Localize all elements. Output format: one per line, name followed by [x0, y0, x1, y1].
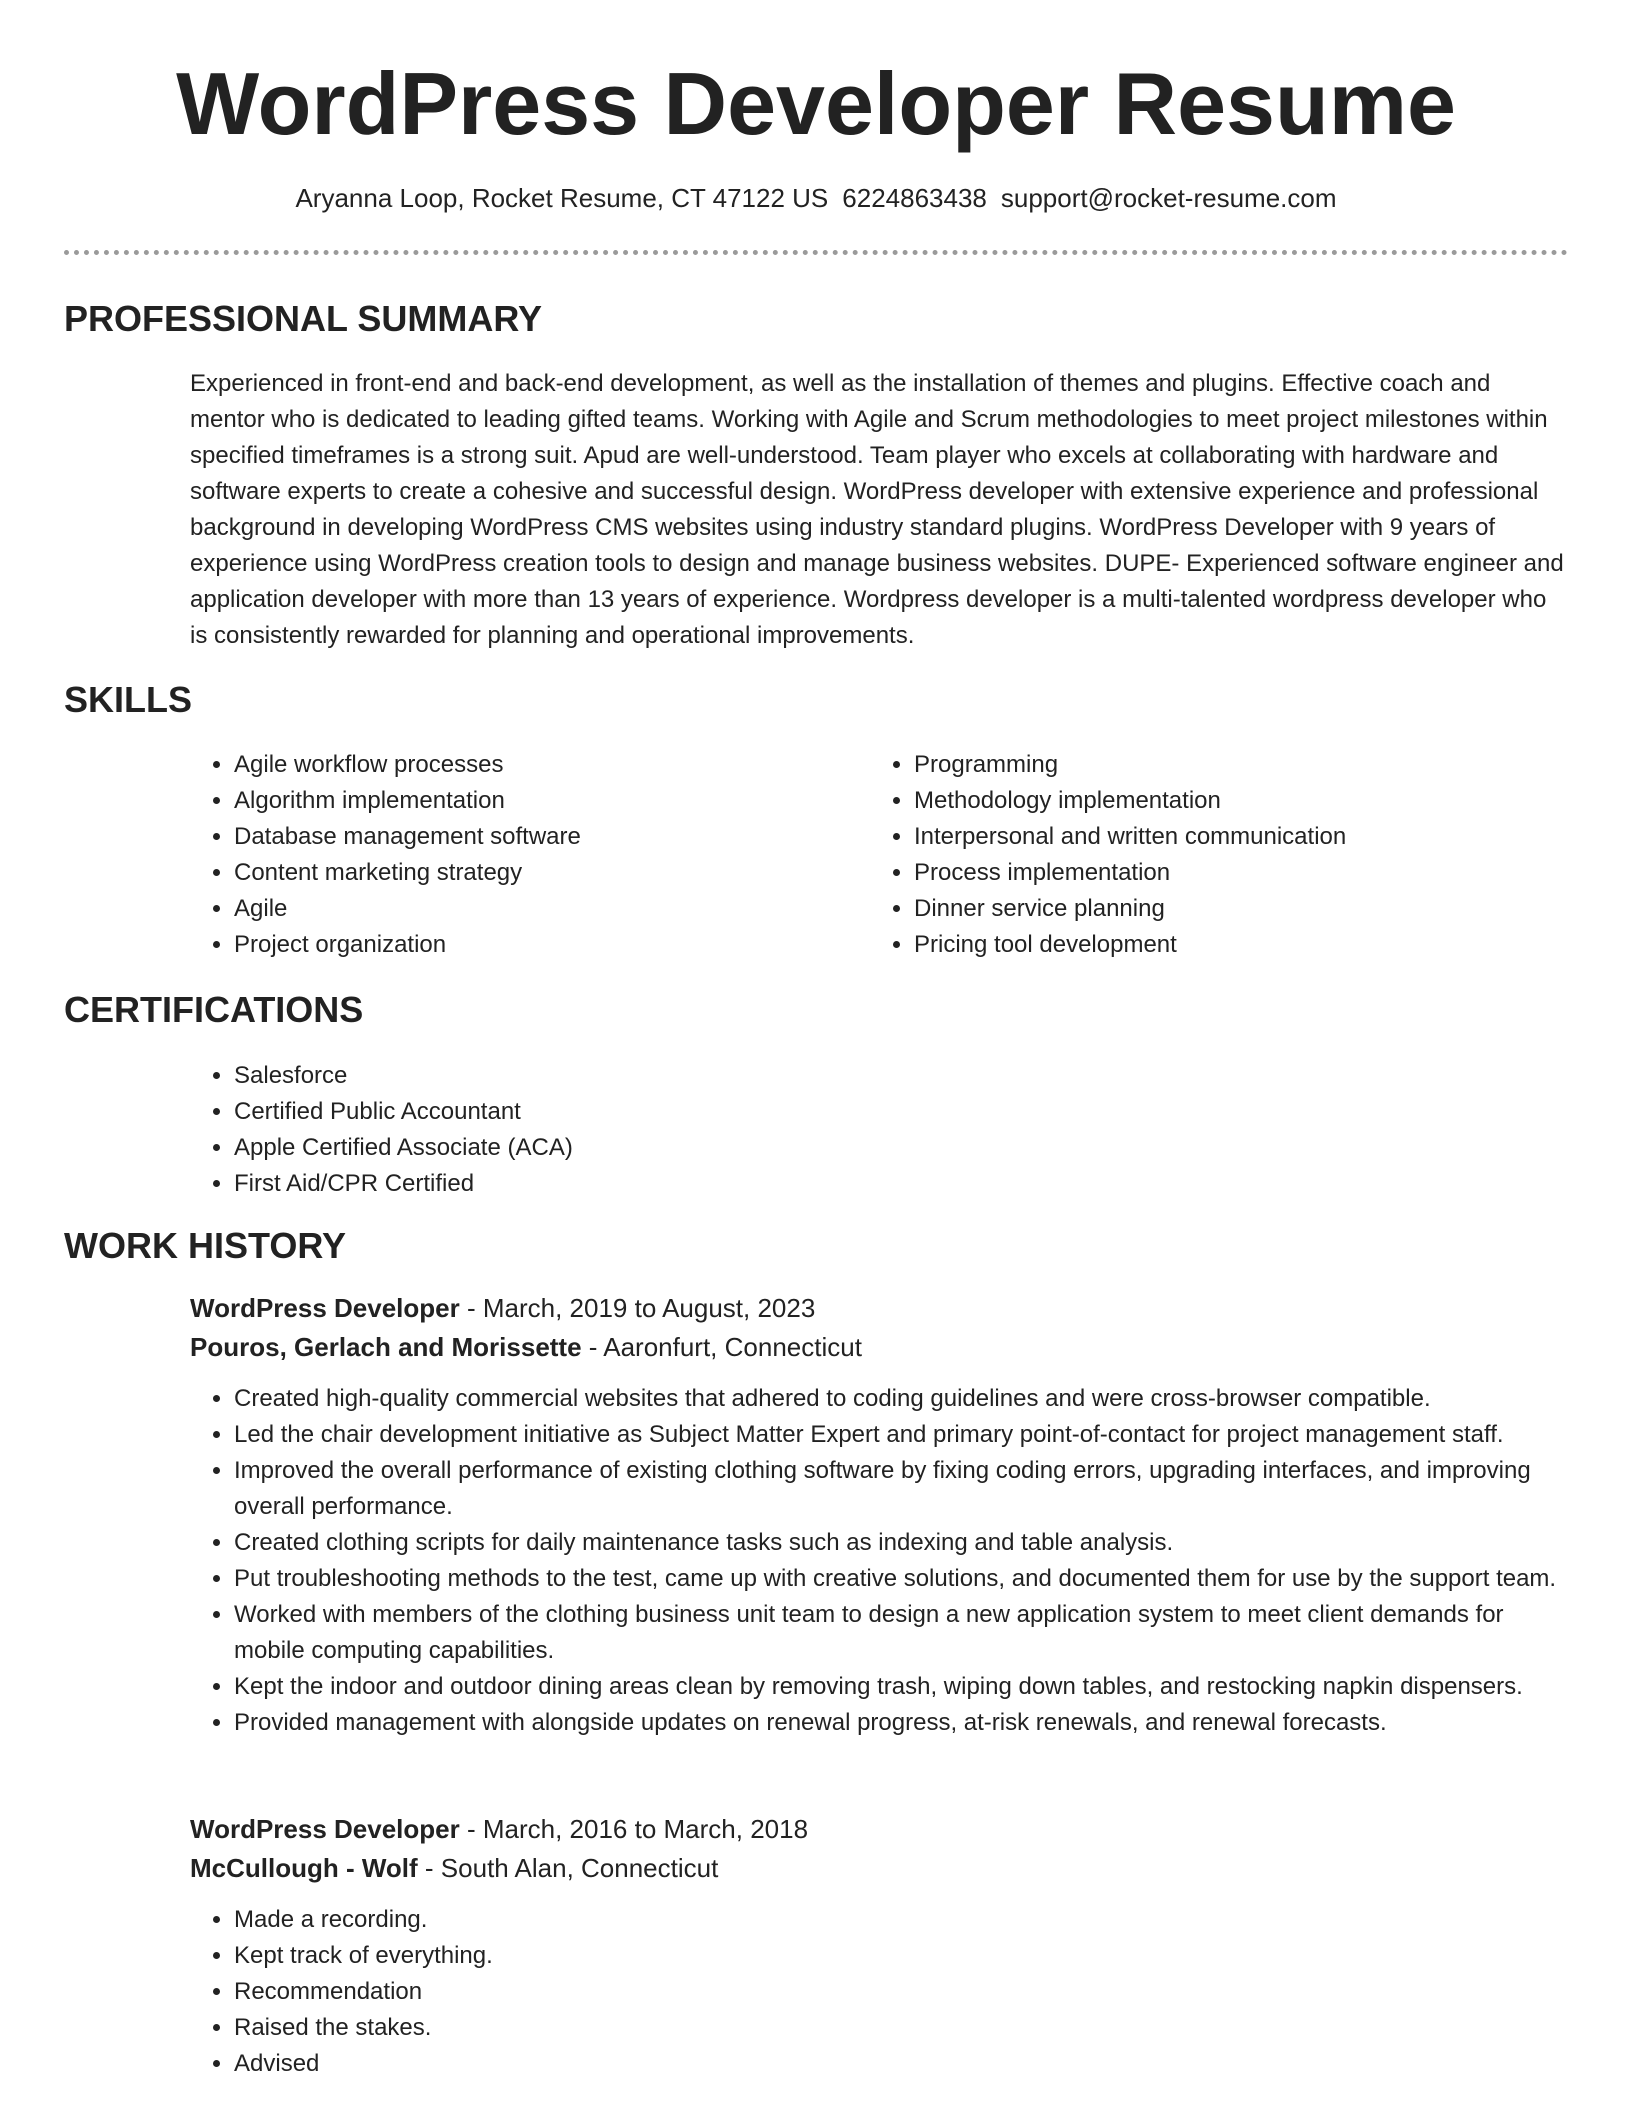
- list-item: • Raised the stakes.: [234, 2010, 1580, 2046]
- list-item: • Led the chair development initiative as Subject Matter Expert and primary point-of-contact for project management staff.: [234, 1417, 1580, 1453]
- job-company-line: [190, 1849, 1580, 1888]
- list-item: • Provided management with alongside updates on renewal progress, at-risk renewals, and renewal forecasts.: [234, 1705, 1580, 1741]
- list-item: • Advised: [234, 2046, 1580, 2082]
- job-duties: [190, 1381, 1580, 1741]
- job-location: - South Alan, Connecticut: [417, 1853, 719, 1883]
- job-title-line: [190, 1289, 1580, 1328]
- contact-address: Aryanna Loop, Rocket Resume, CT 47122 US: [295, 183, 829, 213]
- contact-phone: 6224863438: [842, 183, 987, 213]
- job-company: McCullough - Wolf: [190, 1853, 418, 1883]
- list-item: • Pricing tool development: [914, 927, 1550, 963]
- list-item: • Interpersonal and written communication: [914, 819, 1550, 855]
- list-item: • Made a recording.: [234, 1902, 1580, 1938]
- list-item: • Apple Certified Associate (ACA): [234, 1130, 990, 1166]
- list-item: • Certified Public Accountant: [234, 1094, 990, 1130]
- list-item: • Algorithm implementation: [234, 783, 830, 819]
- list-item: • Created clothing scripts for daily maintenance tasks such as indexing and table analysis.: [234, 1525, 1580, 1561]
- list-item: • Kept the indoor and outdoor dining areas clean by removing trash, wiping down tables, and restocking napkin dispensers.: [234, 1669, 1580, 1705]
- job-dates: - March, 2016 to March, 2018: [459, 1814, 809, 1844]
- job-entry: [190, 1289, 1580, 1741]
- list-item: • Created high-quality commercial websites that adhered to coding guidelines and were cross-browser compatible.: [234, 1381, 1580, 1417]
- summary-heading: PROFESSIONAL SUMMARY: [64, 298, 543, 339]
- certifications-heading: CERTIFICATIONS: [64, 989, 364, 1030]
- list-item: • Methodology implementation: [914, 783, 1550, 819]
- job-company-line: [190, 1328, 1580, 1367]
- job-dates: - March, 2019 to August, 2023: [459, 1293, 816, 1323]
- list-item: • Worked with members of the clothing business unit team to design a new application system to meet client demands for mobile computing capabilities.: [234, 1597, 1580, 1669]
- work-history-heading: WORK HISTORY: [64, 1225, 347, 1266]
- skills-heading: SKILLS: [64, 679, 193, 720]
- skills-column-right: [870, 747, 1550, 963]
- list-item: • Programming: [914, 747, 1550, 783]
- list-item: • Database management software: [234, 819, 830, 855]
- list-item: • First Aid/CPR Certified: [234, 1166, 990, 1202]
- list-item: • Agile workflow processes: [234, 747, 830, 783]
- contact-line: [0, 180, 1632, 216]
- list-item: • Dinner service planning: [914, 891, 1550, 927]
- job-location: - Aaronfurt, Connecticut: [581, 1332, 862, 1362]
- list-item: • Project organization: [234, 927, 830, 963]
- resume-title: WordPress Developer Resume: [176, 54, 1456, 153]
- job-role: WordPress Developer: [190, 1293, 460, 1323]
- list-item: • Agile: [234, 891, 830, 927]
- job-role: WordPress Developer: [190, 1814, 460, 1844]
- job-duties: [190, 1902, 1580, 2082]
- job-entry: [190, 1810, 1580, 2082]
- contact-email: support@rocket-resume.com: [1000, 183, 1337, 213]
- list-item: • Content marketing strategy: [234, 855, 830, 891]
- job-title-line: [190, 1810, 1580, 1849]
- list-item: • Salesforce: [234, 1058, 990, 1094]
- list-item: • Recommendation: [234, 1974, 1580, 2010]
- list-item: • Put troubleshooting methods to the test, came up with creative solutions, and documented them for use by the support team.: [234, 1561, 1580, 1597]
- skills-column-left: [190, 747, 830, 963]
- header-divider: [64, 250, 1568, 255]
- list-item: • Improved the overall performance of existing clothing software by fixing coding errors, upgrading interfaces, and improving overall performance.: [234, 1453, 1580, 1525]
- job-company: Pouros, Gerlach and Morissette: [190, 1332, 582, 1362]
- certifications-list: [190, 1058, 990, 1202]
- list-item: • Kept track of everything.: [234, 1938, 1580, 1974]
- list-item: • Process implementation: [914, 855, 1550, 891]
- summary-text: Experienced in front-end and back-end development, as well as the installation of themes and plugins. Effective coach and mentor who is dedicated to leading gifted teams. Working with Agile and Scrum methodologies to meet project milestones within specified timeframes is a strong suit. Apud are well-understood. Team player who excels at collaborating with hardware and software experts to create a cohesive and successful design. WordPress developer with extensive experience and professional background in developing WordPress CMS websites using industry standard plugins. WordPress Developer with 9 years of experience using WordPress creation tools to design and manage business websites. DUPE- Experienced software engineer and application developer with more than 13 years of experience. Wordpress developer is a multi-talented wordpress developer who is consistently rewarded for planning and operational improvements.: [190, 370, 1564, 649]
